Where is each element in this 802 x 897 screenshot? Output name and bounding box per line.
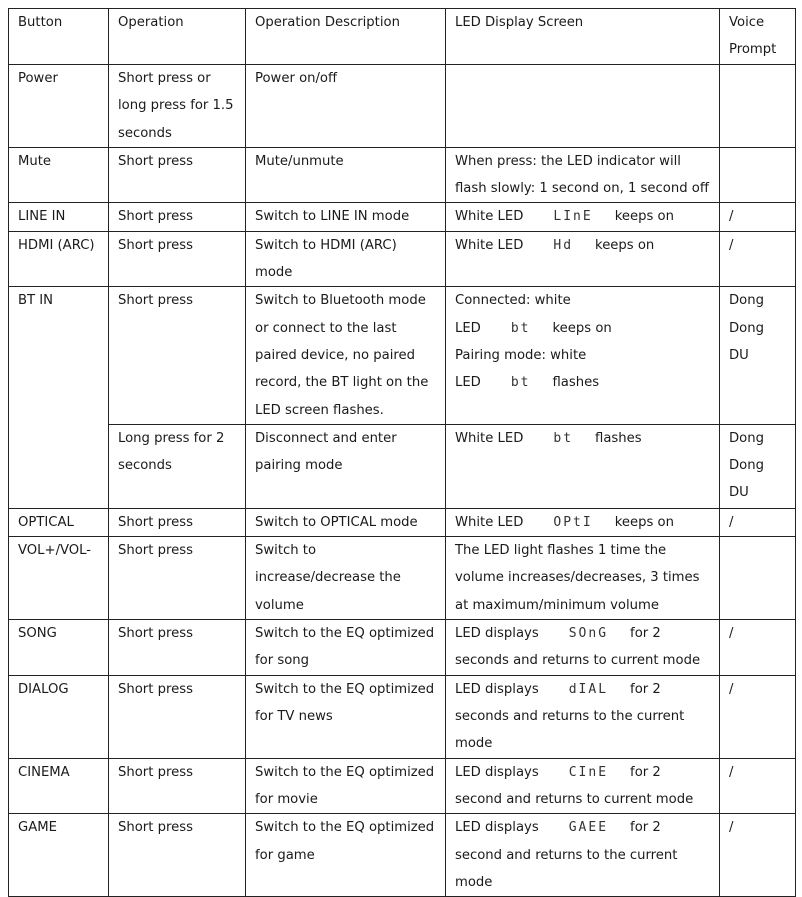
- led-cell: [446, 424, 720, 508]
- table-row: [9, 675, 796, 758]
- led-cell: [446, 203, 720, 231]
- led-glyph: Hd: [553, 237, 574, 253]
- voice-prompt-cell: /: [720, 620, 796, 676]
- button-cell: GAME: [9, 814, 109, 897]
- description-cell: Power on/off: [246, 65, 446, 148]
- led-glyph: dIAL: [568, 681, 609, 697]
- table-row: [9, 537, 796, 620]
- operation-cell: Short press: [109, 287, 246, 424]
- led-text: for 2 second and returns to current mode: [455, 764, 694, 807]
- column-header: Operation: [109, 9, 246, 65]
- description-cell: Disconnect and enter pairing mode: [246, 424, 446, 508]
- button-cell: Mute: [9, 147, 109, 203]
- table-row: [9, 231, 796, 287]
- operation-cell: Short press or long press for 1.5 seconds: [109, 65, 246, 148]
- voice-prompt-cell: /: [720, 814, 796, 897]
- table-row: [9, 287, 796, 424]
- operation-cell: Short press: [109, 537, 246, 620]
- operation-cell: Short press: [109, 147, 246, 203]
- led-text: When press: the LED indicator will flash slowly: 1 second on, 1 second off: [455, 153, 709, 197]
- led-text: LED displays: [455, 626, 539, 642]
- operation-cell: Short press: [109, 758, 246, 814]
- table-row: [9, 424, 796, 508]
- voice-prompt-cell: Dong Dong DU: [720, 424, 796, 508]
- led-text: LED displays: [455, 820, 539, 836]
- operation-cell: Short press: [109, 508, 246, 536]
- description-cell: Switch to increase/decrease the volume: [246, 537, 446, 620]
- header-row: [9, 9, 796, 65]
- voice-prompt-cell: /: [720, 203, 796, 231]
- led-glyph: CInE: [568, 764, 609, 780]
- led-text: White LED: [455, 514, 524, 530]
- led-cell: [446, 287, 720, 424]
- description-cell: Switch to OPTICAL mode: [246, 508, 446, 536]
- column-header: Voice Prompt: [720, 9, 796, 65]
- led-glyph: OPtI: [553, 514, 593, 530]
- description-cell: Mute/unmute: [246, 147, 446, 203]
- led-glyph: GAEE: [568, 820, 609, 836]
- operation-cell: Long press for 2 seconds: [109, 424, 246, 508]
- table-row: [9, 814, 796, 897]
- led-text: keeps on: [552, 320, 612, 336]
- voice-prompt-cell: [720, 65, 796, 148]
- led-text: for 2 second and returns to the current mode: [455, 820, 678, 890]
- table-row: [9, 147, 796, 203]
- led-text: keeps on: [614, 209, 674, 225]
- led-glyph: LInE: [553, 209, 593, 225]
- led-text: Connected: white LED: [455, 293, 571, 336]
- description-cell: Switch to HDMI (ARC) mode: [246, 231, 446, 287]
- led-text: flashes: [595, 430, 642, 446]
- led-text: LED displays: [455, 764, 539, 780]
- button-cell: OPTICAL: [9, 508, 109, 536]
- description-cell: Switch to the EQ optimized for TV news: [246, 675, 446, 758]
- button-cell: SONG: [9, 620, 109, 676]
- voice-prompt-cell: [720, 537, 796, 620]
- button-cell: CINEMA: [9, 758, 109, 814]
- led-cell: [446, 675, 720, 758]
- column-header: LED Display Screen: [446, 9, 720, 65]
- led-text: White LED: [455, 209, 524, 225]
- table-row: [9, 620, 796, 676]
- led-text: flashes: [552, 375, 600, 391]
- led-glyph: SOnG: [568, 626, 609, 642]
- led-text: LED displays: [455, 681, 539, 697]
- led-cell: [446, 814, 720, 897]
- led-cell: [446, 231, 720, 287]
- voice-prompt-cell: /: [720, 758, 796, 814]
- led-glyph: bt: [553, 430, 574, 446]
- voice-prompt-cell: /: [720, 675, 796, 758]
- button-cell: DIALOG: [9, 675, 109, 758]
- table-row: [9, 508, 796, 536]
- led-cell: [446, 508, 720, 536]
- led-cell: [446, 537, 720, 620]
- led-cell: [446, 620, 720, 676]
- button-cell: Power: [9, 65, 109, 148]
- led-text: The LED light flashes 1 time the volume increases/decreases, 3 times at maximum/minimum volume: [455, 543, 700, 613]
- button-cell: HDMI (ARC): [9, 231, 109, 287]
- table-row: [9, 758, 796, 814]
- operation-cell: Short press: [109, 231, 246, 287]
- operation-cell: Short press: [109, 203, 246, 231]
- led-cell: [446, 758, 720, 814]
- description-cell: Switch to Bluetooth mode or connect to the last paired device, no paired record, the BT light on the LED screen flashes.: [246, 287, 446, 424]
- operation-cell: Short press: [109, 814, 246, 897]
- button-cell: BT IN: [9, 287, 109, 508]
- description-cell: Switch to the EQ optimized for game: [246, 814, 446, 897]
- button-cell: LINE IN: [9, 203, 109, 231]
- button-cell: VOL+/VOL-: [9, 537, 109, 620]
- led-text: Pairing mode: white LED: [455, 347, 587, 391]
- voice-prompt-cell: /: [720, 231, 796, 287]
- table-row: [9, 203, 796, 231]
- button-operations-table: [8, 8, 796, 897]
- description-cell: Switch to the EQ optimized for movie: [246, 758, 446, 814]
- led-glyph: bt: [510, 320, 531, 336]
- voice-prompt-cell: Dong Dong DU: [720, 287, 796, 424]
- column-header: Operation Description: [246, 9, 446, 65]
- led-text: White LED: [455, 237, 524, 253]
- table-row: [9, 65, 796, 148]
- led-text: White LED: [455, 430, 524, 446]
- description-cell: Switch to LINE IN mode: [246, 203, 446, 231]
- led-text: for 2 seconds and returns to current mode: [455, 626, 701, 669]
- operation-cell: Short press: [109, 620, 246, 676]
- led-glyph: bt: [510, 375, 531, 391]
- led-cell: [446, 147, 720, 203]
- led-text: for 2 seconds and returns to the current mode: [455, 681, 685, 752]
- led-text: keeps on: [595, 237, 655, 253]
- operation-cell: Short press: [109, 675, 246, 758]
- voice-prompt-cell: [720, 147, 796, 203]
- voice-prompt-cell: /: [720, 508, 796, 536]
- column-header: Button: [9, 9, 109, 65]
- led-text: keeps on: [614, 514, 674, 530]
- led-cell: [446, 65, 720, 148]
- description-cell: Switch to the EQ optimized for song: [246, 620, 446, 676]
